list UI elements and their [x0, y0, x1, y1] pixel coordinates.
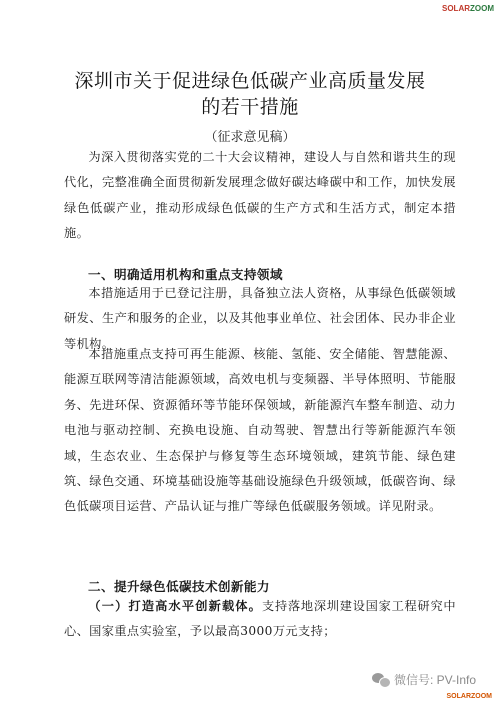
wechat-watermark: [372, 671, 476, 688]
section1-heading: 一、明确适用机构和重点支持领域: [88, 267, 283, 282]
document-title-line1: 深圳市关于促进绿色低碳产业高质量发展: [74, 70, 426, 92]
section2-item1-text: 支持落地深圳建设国家工程研究中心、国家重点实验室，予以最高3000万元支持；: [64, 599, 457, 639]
document-subtitle: （征求意见稿）: [204, 130, 296, 145]
section2-item1-lead: （一）打造高水平创新载体。: [88, 599, 263, 613]
section1-paragraph1: 本措施适用于已登记注册，具备独立法人资格，从事绿色低碳领域研发、生产和服务的企业，以及其他事业单位、社会团体、民办非企业等机构。: [64, 286, 456, 351]
watermark-text: 微信号: PV-Info: [393, 673, 476, 687]
header-logo: SOLARZOOM: [442, 4, 494, 13]
section2-heading: 二、提升绿色低碳技术创新能力: [88, 579, 270, 594]
section2-item1: [64, 594, 456, 645]
intro-paragraph: 为深入贯彻落实党的二十大会议精神，建设人与自然和谐共生的现代化，完整准确全面贯彻新发展理念做好碳达峰碳中和工作，加快发展绿色低碳产业，推动形成绿色低碳的生产方式和生活方式，制定本措施。: [64, 150, 456, 241]
section1-paragraph2: 本措施重点支持可再生能源、核能、氢能、安全储能、智慧能源、能源互联网等清洁能源领域，高效电机与变频器、半导体照明、节能服务、先进环保、资源循环等节能环保领域，新能源汽车整车制造、动力电池与驱动控制、充换电设施、自动驾驶、智慧出行等新能源汽车领域，生态农业、生态保护与修复等生态环境领域，建筑节能、绿色建筑、绿色交通、环境基础设施等基础设施绿色升级领域，低碳咨询、绿色低碳项目运营、产品认证与推广等绿色低碳服务领域。详见附录。: [64, 347, 456, 514]
wechat-icon: [372, 673, 390, 687]
document-title-line2: 的若干措施: [201, 96, 299, 118]
corner-logo: SOLARZOOM: [446, 693, 492, 700]
